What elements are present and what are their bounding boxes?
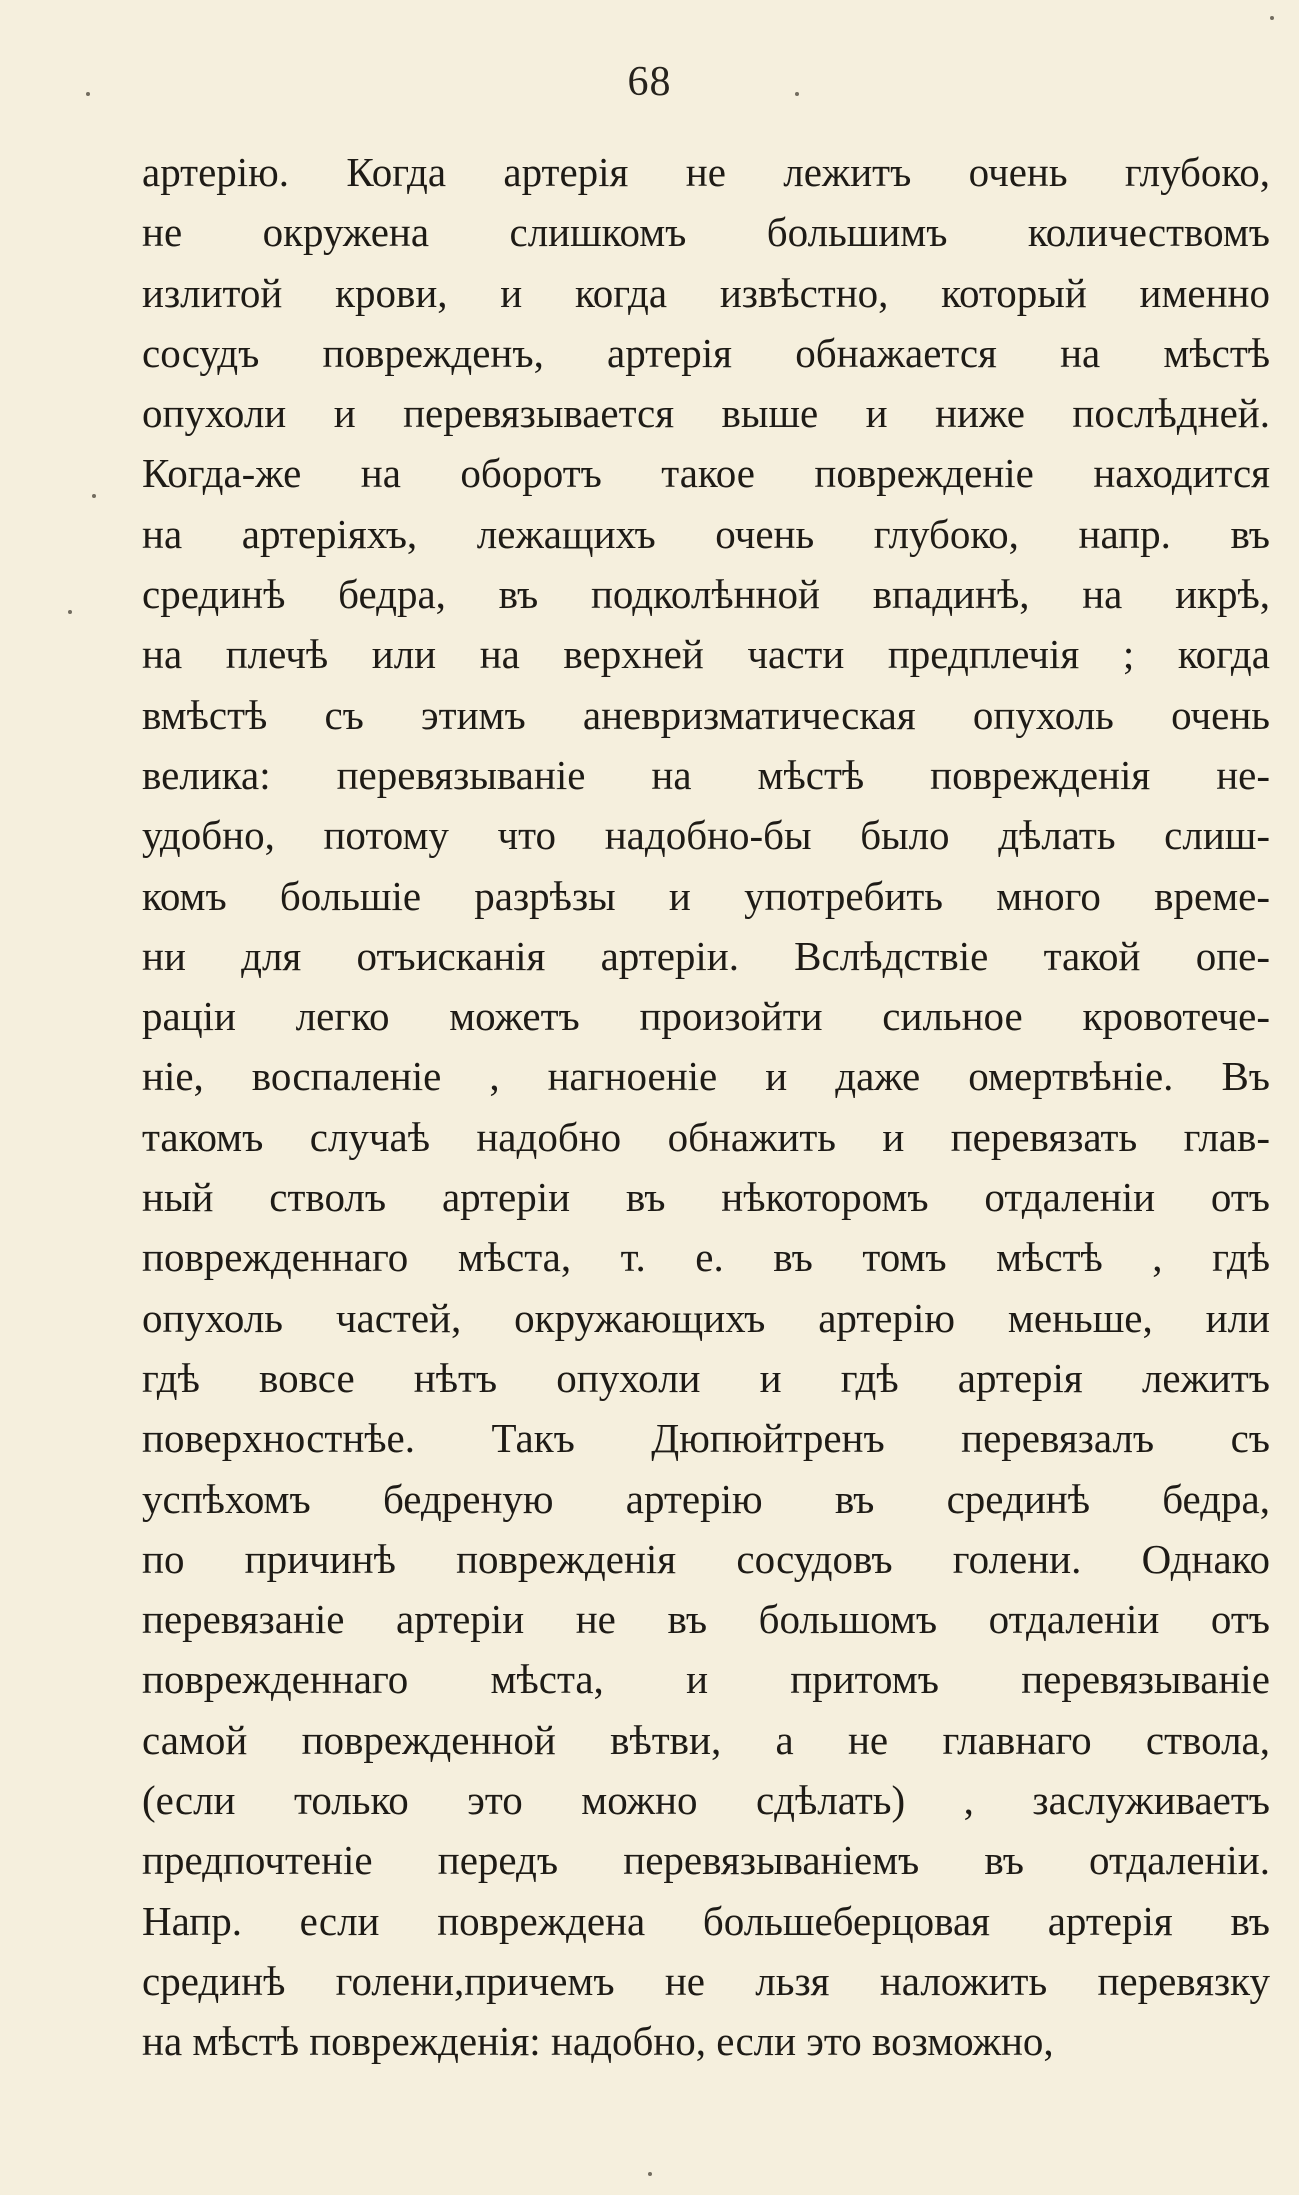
print-speck — [1270, 16, 1274, 20]
text-line: успѣхомъ бедреную артерію въ срединѣ бедра, — [142, 1475, 1270, 1522]
text-line: поврежденнаго мѣста, и притомъ перевязываніе — [142, 1656, 1270, 1703]
text-line: на мѣстѣ поврежденія: надобно, если это возможно, — [142, 2018, 1054, 2065]
text-line: опухоли и перевязывается выше и ниже послѣдней. — [142, 390, 1270, 437]
text-line: Напр. если повреждена большеберцовая артерія въ — [142, 1897, 1270, 1944]
text-line: гдѣ вовсе нѣтъ опухоли и гдѣ артерія лежитъ — [142, 1354, 1270, 1401]
print-speck — [648, 2172, 652, 2176]
text-line: комъ большіе разрѣзы и употребить много време- — [142, 872, 1270, 919]
print-speck — [92, 494, 96, 498]
text-line: артерію. Когда артерія не лежитъ очень глубоко, — [142, 149, 1270, 195]
text-line: поврежденнаго мѣста, т. е. въ томъ мѣстѣ , гдѣ — [142, 1234, 1270, 1281]
text-line: предпочтеніе передъ перевязываніемъ въ отдаленіи. — [142, 1837, 1270, 1884]
page-number: 68 — [627, 59, 672, 105]
print-speck — [86, 92, 90, 96]
text-line: по причинѣ поврежденія сосудовъ голени. Однако — [142, 1535, 1270, 1582]
text-line: сосудъ поврежденъ, артерія обнажается на мѣстѣ — [142, 329, 1270, 376]
text-line: (если только это можно сдѣлать) , заслуживаетъ — [142, 1777, 1270, 1824]
text-line: Когда-же на оборотъ такое поврежденіе находится — [142, 450, 1270, 497]
print-speck — [795, 92, 799, 96]
text-line: срединѣ бедра, въ подколѣнной впадинѣ, на икрѣ, — [142, 571, 1270, 618]
text-line: такомъ случаѣ надобно обнажить и перевязать глав- — [142, 1113, 1270, 1160]
text-line: ный стволъ артеріи въ нѣкоторомъ отдаленіи отъ — [142, 1174, 1270, 1221]
text-line: не окружена слишкомъ большимъ количествомъ — [142, 209, 1270, 256]
body-text — [142, 142, 1270, 2072]
text-line: поверхностнѣе. Такъ Дюпюйтренъ перевязалъ съ — [142, 1415, 1270, 1462]
text-line: на артеріяхъ, лежащихъ очень глубоко, напр. въ — [142, 510, 1270, 557]
text-line: срединѣ голени,причемъ не льзя наложить перевязку — [142, 1957, 1270, 2004]
text-line: раціи легко можетъ произойти сильное кровотече- — [142, 993, 1270, 1040]
text-line: вмѣстѣ съ этимъ аневризматическая опухоль очень — [142, 691, 1270, 738]
text-line: опухоль частей, окружающихъ артерію меньше, или — [142, 1294, 1270, 1341]
text-line: велика: перевязываніе на мѣстѣ поврежденія не- — [142, 751, 1270, 798]
text-line: ніе, воспаленіе , нагноеніе и даже омертвѣніе. Въ — [142, 1053, 1270, 1100]
text-line: перевязаніе артеріи не въ большомъ отдаленіи отъ — [142, 1596, 1270, 1643]
text-line: ни для отъисканія артеріи. Вслѣдствіе такой опе- — [142, 932, 1270, 979]
text-line: излитой крови, и когда извѣстно, который именно — [142, 269, 1270, 316]
print-speck — [68, 610, 72, 614]
text-line: самой поврежденной вѣтви, а не главнаго ствола, — [142, 1716, 1270, 1763]
text-line: на плечѣ или на верхней части предплечія ; когда — [142, 631, 1270, 678]
text-line: удобно, потому что надобно-бы было дѣлать слиш- — [142, 812, 1270, 859]
